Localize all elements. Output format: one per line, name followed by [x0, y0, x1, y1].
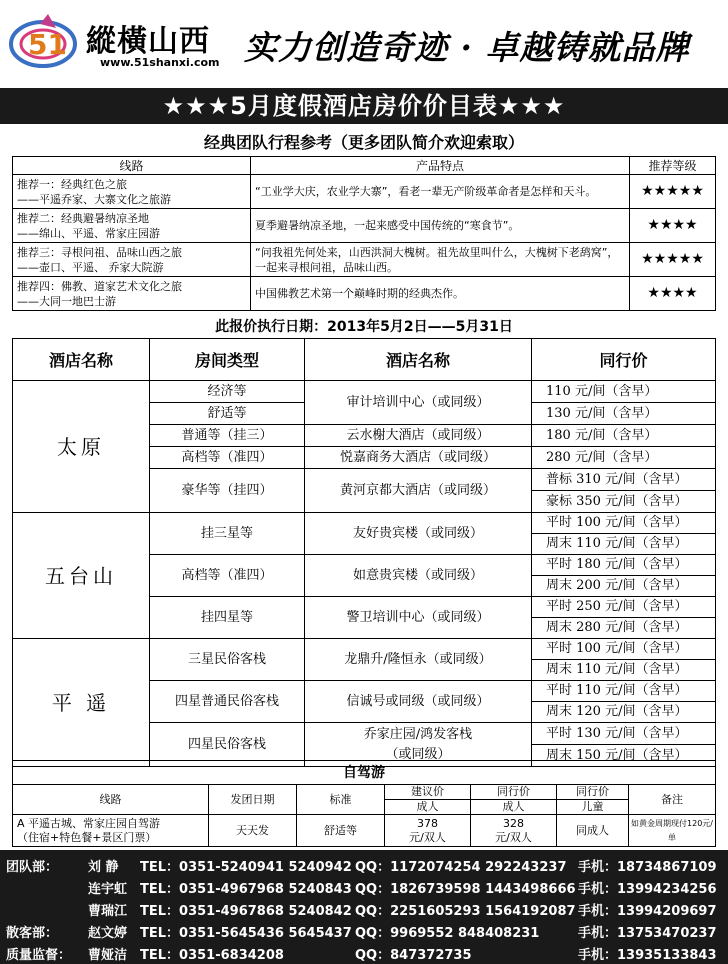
hotels-header-hotel: 酒店名称	[305, 339, 532, 381]
rating-stars: ★★★★★	[630, 243, 716, 277]
price: 110 元/间（含早）	[532, 381, 716, 403]
rating-stars: ★★★★	[630, 209, 716, 243]
city-taiyuan: 太原	[13, 381, 150, 513]
contact-tel: TEL：0351-5645436 5645437	[140, 926, 352, 941]
room-type: 豪华等（挂四）	[150, 469, 305, 513]
drive-route-detail: （住宿+特色餐+景区门票）	[17, 830, 157, 844]
hotels-header-city: 酒店名称	[13, 339, 150, 381]
table-row	[13, 243, 716, 277]
hotel-name: 信诚号或同级（或同级）	[305, 681, 532, 723]
price: 平时 110 元/间（含早）	[532, 681, 716, 702]
contact-dept: 质量监督：	[6, 948, 72, 963]
contact-name: 连宇虹	[88, 882, 128, 897]
hotel-name: 友好贵宾楼（或同级）	[305, 513, 532, 555]
contact-mobile: 手机：13935133843	[578, 948, 717, 963]
contact-row	[0, 876, 728, 898]
price: 平时 100 元/间（含早）	[532, 513, 716, 534]
room-type: 三星民俗客栈	[150, 639, 305, 681]
drive-suggest-price: 378	[417, 816, 438, 830]
svg-text:51: 51	[28, 28, 67, 61]
contact-mobile: 手机：13994234256	[578, 882, 717, 897]
hotel-name: 悦嘉商务大酒店（或同级）	[305, 447, 532, 469]
room-type: 挂三星等	[150, 513, 305, 555]
contact-name: 曹娅洁	[88, 948, 128, 963]
route-name: 推荐四：佛教、道家艺术文化之旅	[17, 279, 182, 293]
table-row	[13, 277, 716, 311]
hotels-header-room: 房间类型	[150, 339, 305, 381]
price: 豪标 350 元/间（含早）	[532, 491, 716, 513]
price: 180 元/间（含早）	[532, 425, 716, 447]
slogan: 实力创造奇迹 · 卓越铸就品牌	[244, 28, 690, 67]
drive-note: 如黄金周期现付120元/单	[629, 815, 716, 847]
drive-sub-child: 儿童	[557, 800, 629, 815]
drive-standard: 舒适等	[297, 815, 385, 847]
drive-route: A 平遥古城、常家庄园自驾游	[17, 816, 161, 830]
contact-qq: QQ：9969552 848408231	[355, 926, 540, 941]
room-type: 舒适等	[150, 403, 305, 425]
logo-icon	[8, 10, 78, 72]
table-row	[13, 815, 716, 847]
room-type: 经济等	[150, 381, 305, 403]
contact-mobile: 手机：18734867109	[578, 860, 717, 875]
contact-mobile: 手机：13753470237	[578, 926, 717, 941]
city-pingyao: 平 遥	[13, 639, 150, 767]
exec-date: 此报价执行日期：2013年5月2日——5月31日	[215, 319, 513, 335]
contact-row	[0, 942, 728, 964]
contact-tel: TEL：0351-5240941 5240942	[140, 860, 352, 875]
room-type: 高档等（准四）	[150, 555, 305, 597]
drive-child-price: 同成人	[557, 815, 629, 847]
table-row	[13, 381, 716, 403]
drive-sub-adult: 成人	[471, 800, 557, 815]
price: 平时 180 元/间（含早）	[532, 555, 716, 576]
price: 周末 150 元/间（含早）	[532, 745, 716, 767]
city-wutaishan: 五台山	[13, 513, 150, 639]
route-detail: ——壶口、平遥、 乔家大院游	[17, 260, 164, 274]
room-type: 挂四星等	[150, 597, 305, 639]
hotel-name-line: （或同级）	[385, 746, 451, 762]
price: 普标 310 元/间（含早）	[532, 469, 716, 491]
drive-peer-unit: 元/双人	[495, 830, 532, 844]
contact-row	[0, 898, 728, 920]
route-detail: ——平遥乔家、大寨文化之旅游	[17, 192, 171, 206]
drive-sub-adult: 成人	[385, 800, 471, 815]
room-type: 四星普通民俗客栈	[150, 681, 305, 723]
price: 周末 280 元/间（含早）	[532, 618, 716, 639]
hotel-name: 黄河京都大酒店（或同级）	[305, 469, 532, 513]
drive-header-route: 线路	[13, 785, 209, 815]
room-type: 四星民俗客栈	[150, 723, 305, 767]
drive-header-date: 发团日期	[209, 785, 297, 815]
rating-stars: ★★★★	[630, 277, 716, 311]
drive-date: 天天发	[209, 815, 297, 847]
route-feature: “工业学大庆，农业学大寨”，看老一辈无产阶级革命者是怎样和天斗。	[251, 175, 630, 209]
route-name: 推荐一：经典红色之旅	[17, 177, 127, 191]
route-feature: “问我祖先何处来，山西洪洞大槐树。祖先故里叫什么，大槐树下老鸹窝”，一起来寻根问祖，品味山西。	[251, 243, 630, 277]
routes-header-rating: 推荐等级	[630, 157, 716, 175]
price: 周末 200 元/间（含早）	[532, 576, 716, 597]
price: 平时 130 元/间（含早）	[532, 723, 716, 745]
table-row	[13, 513, 716, 534]
hotel-name: 如意贵宾楼（或同级）	[305, 555, 532, 597]
contact-qq: QQ：1826739598 1443498666	[355, 882, 576, 897]
contact-tel: TEL：0351-4967968 5240843	[140, 882, 352, 897]
routes-title: 经典团队行程参考（更多团队简介欢迎索取）	[203, 133, 524, 152]
drive-header-note: 备注	[629, 785, 716, 815]
contact-name: 赵文婷	[88, 926, 128, 941]
contact-qq: QQ：1172074254 292243237	[355, 860, 567, 875]
contact-tel: TEL：0351-4967868 5240842	[140, 904, 352, 919]
routes-header-feature: 产品特点	[251, 157, 630, 175]
brand-url[interactable]: www.51shanxi.com	[100, 56, 220, 69]
drive-peer-price: 328	[503, 816, 524, 830]
contact-name: 刘 静	[88, 860, 119, 875]
self-drive-table	[12, 760, 716, 847]
price: 280 元/间（含早）	[532, 447, 716, 469]
contact-name: 曹瑞江	[88, 904, 128, 919]
price: 周末 110 元/间（含早）	[532, 660, 716, 681]
route-feature: 夏季避暑纳凉圣地，一起来感受中国传统的“寒食节”。	[251, 209, 630, 243]
route-detail: ——绵山、平遥、常家庄园游	[17, 226, 160, 240]
self-drive-caption: 自驾游	[13, 761, 716, 785]
hotel-name: 龙鼎升/隆恒永（或同级）	[305, 639, 532, 681]
header	[0, 0, 728, 86]
route-feature: 中国佛教艺术第一个巅峰时期的经典杰作。	[251, 277, 630, 311]
hotel-name-line: 乔家庄园/鸿发客栈	[363, 726, 473, 742]
price: 周末 110 元/间（含早）	[532, 534, 716, 555]
contact-footer	[0, 850, 728, 964]
hotel-name: 云水榭大酒店（或同级）	[305, 425, 532, 447]
rating-stars: ★★★★★	[630, 175, 716, 209]
hotel-name: 审计培训中心（或同级）	[305, 381, 532, 425]
contact-qq: QQ：2251605293 1564192087	[355, 904, 576, 919]
routes-header-line: 线路	[13, 157, 251, 175]
routes-table	[12, 156, 716, 311]
route-detail: ——大同一地巴士游	[17, 294, 116, 308]
drive-suggest-unit: 元/双人	[409, 830, 446, 844]
contact-dept: 团队部：	[6, 860, 59, 875]
route-name: 推荐二：经典避暑纳凉圣地	[17, 211, 149, 225]
contact-row	[0, 854, 728, 876]
price: 平时 100 元/间（含早）	[532, 639, 716, 660]
page-title: ★★★5月度假酒店房价价目表★★★	[0, 88, 728, 124]
contact-mobile: 手机：13994209697	[578, 904, 717, 919]
drive-header-peer-child: 同行价	[557, 785, 629, 800]
hotel-name: 警卫培训中心（或同级）	[305, 597, 532, 639]
contact-row	[0, 920, 728, 942]
price: 周末 120 元/间（含早）	[532, 702, 716, 723]
hotels-header-price: 同行价	[532, 339, 716, 381]
drive-header-peer: 同行价	[471, 785, 557, 800]
price: 130 元/间（含早）	[532, 403, 716, 425]
hotel-price-table	[12, 338, 716, 767]
drive-header-suggest: 建议价	[385, 785, 471, 800]
contact-qq: QQ：847372735	[355, 948, 472, 963]
route-name: 推荐三：寻根问祖、品味山西之旅	[17, 245, 182, 259]
table-row	[13, 209, 716, 243]
drive-header-standard: 标准	[297, 785, 385, 815]
room-type: 高档等（准四）	[150, 447, 305, 469]
room-type: 普通等（挂三）	[150, 425, 305, 447]
table-row	[13, 639, 716, 660]
price: 平时 250 元/间（含早）	[532, 597, 716, 618]
contact-tel: TEL：0351-6834208	[140, 948, 284, 963]
table-row	[13, 175, 716, 209]
brand-name: 縱橫山西	[86, 24, 210, 59]
contact-dept: 散客部：	[6, 926, 59, 941]
